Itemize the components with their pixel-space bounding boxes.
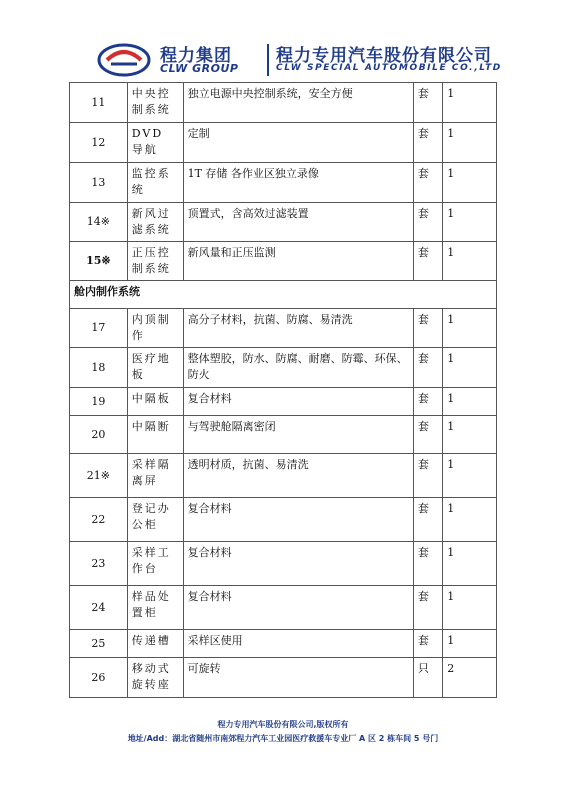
spec-table <box>69 82 497 698</box>
table-row <box>70 348 497 388</box>
item-name: 新风过滤系统 <box>127 203 183 242</box>
item-quantity: 1 <box>443 542 497 586</box>
item-name: 采样隔离屏 <box>127 454 183 498</box>
item-unit: 套 <box>413 309 442 348</box>
item-name: 监控系统 <box>127 163 183 203</box>
row-number: 15※ <box>70 242 128 281</box>
item-quantity: 1 <box>443 416 497 454</box>
item-description: 定制 <box>183 123 413 163</box>
item-unit: 套 <box>413 542 442 586</box>
item-description: 新风量和正压监测 <box>183 242 413 281</box>
table-row <box>70 242 497 281</box>
table-row <box>70 658 497 698</box>
table-row <box>70 309 497 348</box>
item-quantity: 1 <box>443 242 497 281</box>
item-name: 正压控制系统 <box>127 242 183 281</box>
table-row <box>70 542 497 586</box>
item-description: 复合材料 <box>183 542 413 586</box>
item-unit: 套 <box>413 388 442 416</box>
table-row <box>70 498 497 542</box>
brand-name-cn: 程力集团 <box>160 46 232 66</box>
item-description: 透明材质，抗菌、易清洗 <box>183 454 413 498</box>
row-number: 22 <box>70 498 128 542</box>
item-quantity: 1 <box>443 454 497 498</box>
item-quantity: 1 <box>443 309 497 348</box>
item-name: 移动式旋转座 <box>127 658 183 698</box>
row-number: 18 <box>70 348 128 388</box>
item-unit: 套 <box>413 242 442 281</box>
item-quantity: 1 <box>443 586 497 630</box>
item-description: 高分子材料，抗菌、防腐、易清洗 <box>183 309 413 348</box>
item-unit: 套 <box>413 203 442 242</box>
item-quantity: 2 <box>443 658 497 698</box>
item-name: 登记办公柜 <box>127 498 183 542</box>
item-unit: 套 <box>413 123 442 163</box>
row-number: 14※ <box>70 203 128 242</box>
item-quantity: 1 <box>443 630 497 658</box>
table-row <box>70 203 497 242</box>
table-row <box>70 163 497 203</box>
row-number: 17 <box>70 309 128 348</box>
item-name: 内顶制作 <box>127 309 183 348</box>
row-number: 25 <box>70 630 128 658</box>
item-unit: 套 <box>413 630 442 658</box>
item-description: 1T 存储 各作业区独立录像 <box>183 163 413 203</box>
item-quantity: 1 <box>443 388 497 416</box>
item-description: 整体塑胶，防水、防腐、耐磨、防霉、环保、防火 <box>183 348 413 388</box>
company-name-cn: 程力专用汽车股份有限公司 <box>276 46 492 66</box>
item-unit: 套 <box>413 83 442 123</box>
row-number: 11 <box>70 83 128 123</box>
item-name: 中隔断 <box>127 416 183 454</box>
item-quantity: 1 <box>443 83 497 123</box>
item-name: 采样工作台 <box>127 542 183 586</box>
table-row <box>70 123 497 163</box>
footer-address: 地址/Add：湖北省随州市南郊程力汽车工业园医疗救援车专业厂 A 区 2 栋车间 5 号门 <box>127 734 439 743</box>
item-description: 独立电源中央控制系统，安全方便 <box>183 83 413 123</box>
item-quantity: 1 <box>443 348 497 388</box>
item-quantity: 1 <box>443 163 497 203</box>
table-row <box>70 83 497 123</box>
footer-copyright: 程力专用汽车股份有限公司,版权所有 <box>217 720 349 729</box>
item-quantity: 1 <box>443 498 497 542</box>
table-row <box>70 388 497 416</box>
item-description: 可旋转 <box>183 658 413 698</box>
item-unit: 套 <box>413 454 442 498</box>
table-row <box>70 454 497 498</box>
header-divider <box>267 44 269 76</box>
row-number: 24 <box>70 586 128 630</box>
item-description: 复合材料 <box>183 498 413 542</box>
row-number: 19 <box>70 388 128 416</box>
item-description: 采样区使用 <box>183 630 413 658</box>
item-description: 顶置式，含高效过滤装置 <box>183 203 413 242</box>
table-row <box>70 586 497 630</box>
item-unit: 套 <box>413 348 442 388</box>
table-row <box>70 630 497 658</box>
row-number: 26 <box>70 658 128 698</box>
item-name: 传递槽 <box>127 630 183 658</box>
row-number: 13 <box>70 163 128 203</box>
row-number: 20 <box>70 416 128 454</box>
item-description: 与驾驶舱隔离密闭 <box>183 416 413 454</box>
row-number: 23 <box>70 542 128 586</box>
item-name: 中央控制系统 <box>127 83 183 123</box>
row-number: 21※ <box>70 454 128 498</box>
item-description: 复合材料 <box>183 586 413 630</box>
brand-name-en: CLW GROUP <box>160 62 239 75</box>
item-name: 中隔板 <box>127 388 183 416</box>
page-header <box>0 38 566 82</box>
item-name: 医疗地板 <box>127 348 183 388</box>
item-unit: 只 <box>413 658 442 698</box>
row-number: 12 <box>70 123 128 163</box>
section-title: 舱内制作系统 <box>70 281 497 309</box>
item-unit: 套 <box>413 586 442 630</box>
item-name: 样品处置柜 <box>127 586 183 630</box>
section-row <box>70 281 497 309</box>
item-unit: 套 <box>413 416 442 454</box>
table-row <box>70 416 497 454</box>
item-unit: 套 <box>413 498 442 542</box>
item-quantity: 1 <box>443 203 497 242</box>
clw-logo-icon <box>97 42 151 78</box>
company-name-en: CLW SPECIAL AUTOMOBILE CO.,LTD <box>276 63 502 73</box>
item-unit: 套 <box>413 163 442 203</box>
item-name: DVD 导航 <box>127 123 183 163</box>
item-quantity: 1 <box>443 123 497 163</box>
item-description: 复合材料 <box>183 388 413 416</box>
